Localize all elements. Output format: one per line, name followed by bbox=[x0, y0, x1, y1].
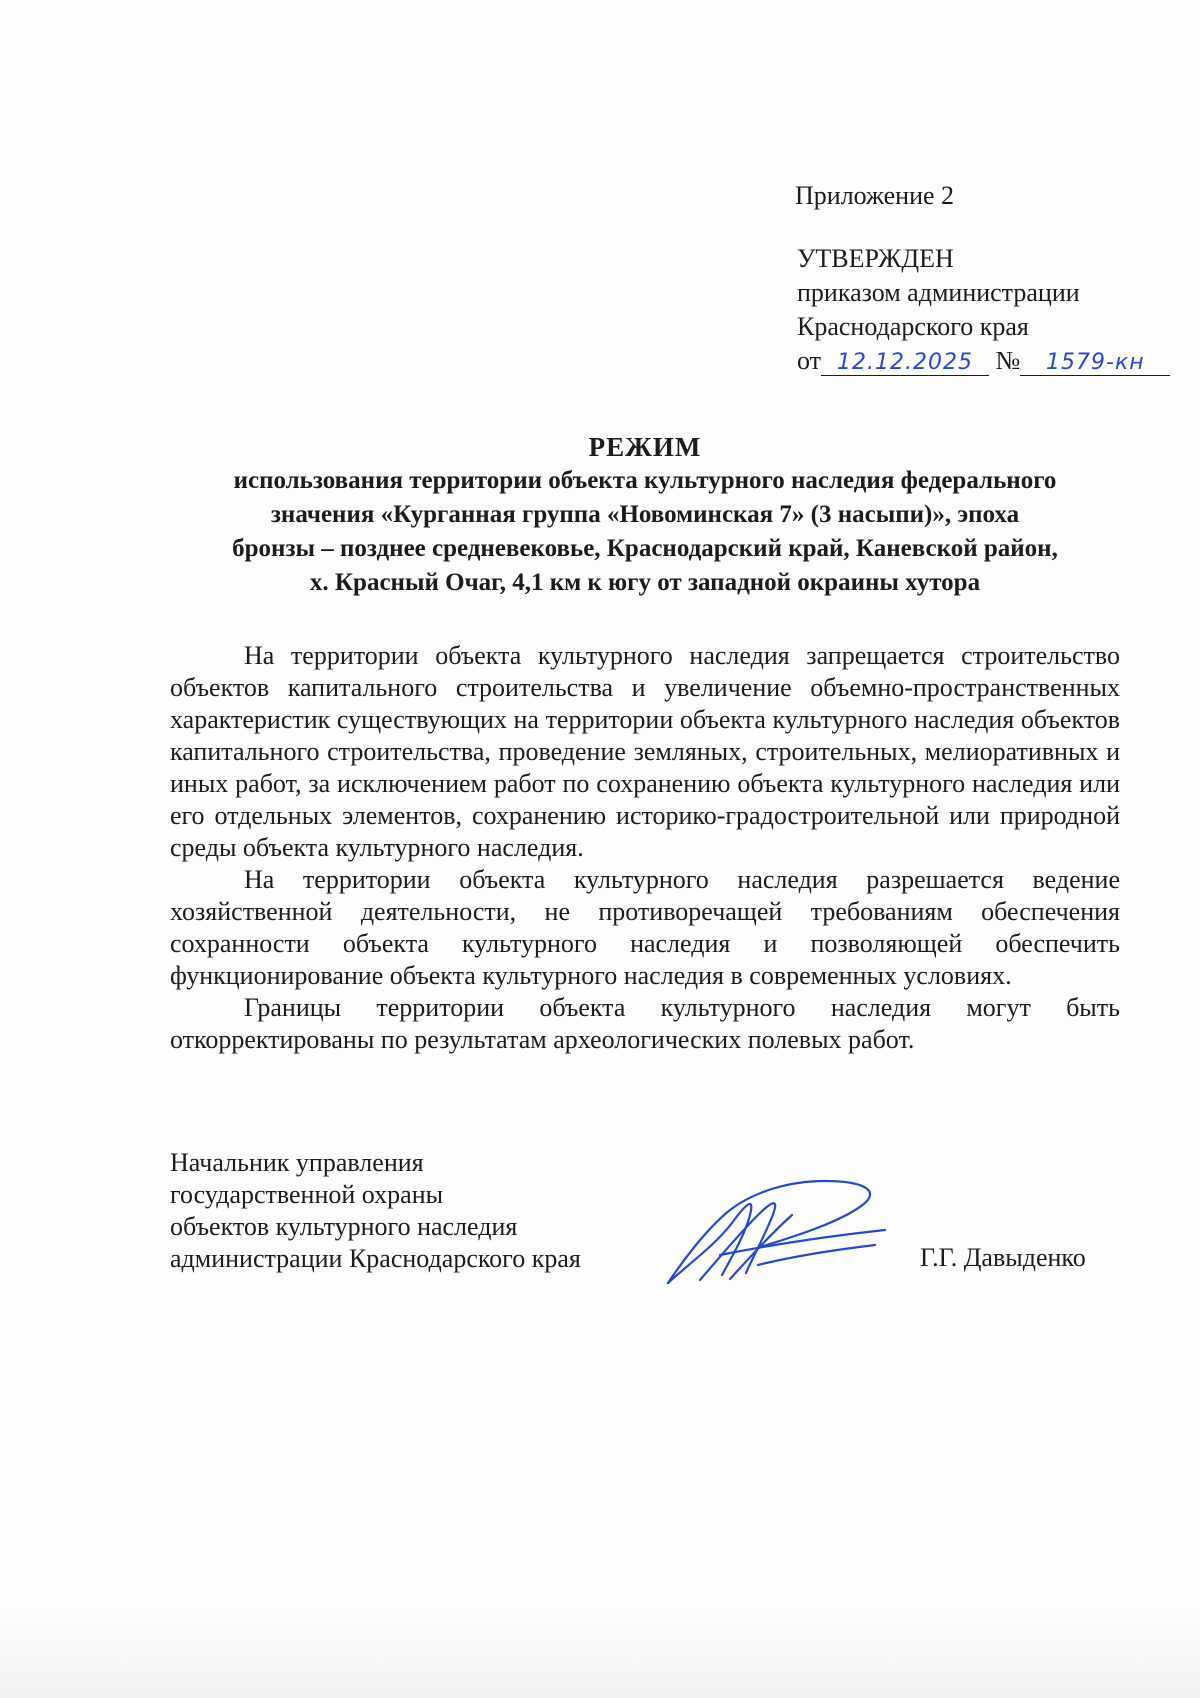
signer-position-line-4: администрации Краснодарского края bbox=[170, 1244, 581, 1273]
approval-stamp-block bbox=[797, 242, 1170, 378]
document-title-block bbox=[170, 430, 1120, 600]
number-field bbox=[1020, 349, 1170, 376]
body-paragraph-1: На территории объекта культурного наследия запрещается строительство объектов капитального строительства и увеличение объемно-пространственных характеристик существующих на территории объекта культурного наследия объектов капитального строительства, проведение земляных, строительных, мелиоративных и иных работ, за исключением работ по сохранению объекта культурного наследия или его отдельных элементов, сохранению историко-градостроительной или природной среды объекта культурного наследия. bbox=[170, 641, 1120, 862]
title-line-1: использования территории объекта культурного наследия федерального bbox=[233, 467, 1057, 494]
signer-position-line-1: Начальник управления bbox=[170, 1148, 424, 1177]
title-line-4: х. Красный Очаг, 4,1 км к югу от западной окраины хутора bbox=[309, 569, 981, 596]
number-prefix: № bbox=[995, 346, 1021, 375]
signer-name: Г.Г. Давыденко bbox=[920, 1243, 1086, 1272]
signer-position-line-2: государственной охраны bbox=[170, 1180, 444, 1209]
body-paragraph-3: Границы территории объекта культурного наследия могут быть откорректированы по результатам археологических полевых работ. bbox=[170, 993, 1120, 1054]
approved-by-line-2: Краснодарского края bbox=[797, 312, 1029, 341]
appendix-label: Приложение 2 bbox=[795, 181, 955, 210]
signer-position-block bbox=[170, 1147, 581, 1275]
approved-by-line-1: приказом администрации bbox=[797, 278, 1080, 307]
handwritten-number: 1579-кн bbox=[1046, 350, 1145, 375]
title-line-2: значения «Курганная группа «Новоминская 7» (3 насыпи)», эпоха bbox=[270, 501, 1020, 528]
document-title: РЕЖИМ bbox=[588, 432, 702, 462]
title-line-3: бронзы – позднее средневековье, Краснодарский край, Каневской район, bbox=[232, 535, 1058, 562]
date-prefix: от bbox=[797, 346, 822, 375]
date-field bbox=[821, 349, 989, 376]
handwritten-date: 12.12.2025 bbox=[837, 350, 974, 375]
order-date-number-line bbox=[797, 344, 1170, 378]
approved-heading: УТВЕРЖДЕН bbox=[797, 244, 954, 273]
body-paragraph-2: На территории объекта культурного наследия разрешается ведение хозяйственной деятельности, не противоречащей требованиям обеспечения сохранности объекта культурного наследия и позволяющей обеспечить функционирование объекта культурного наследия в современных условиях. bbox=[170, 865, 1120, 990]
handwritten-signature bbox=[660, 1175, 900, 1290]
signer-position-line-3: объектов культурного наследия bbox=[170, 1212, 518, 1241]
document-body bbox=[170, 640, 1120, 1056]
